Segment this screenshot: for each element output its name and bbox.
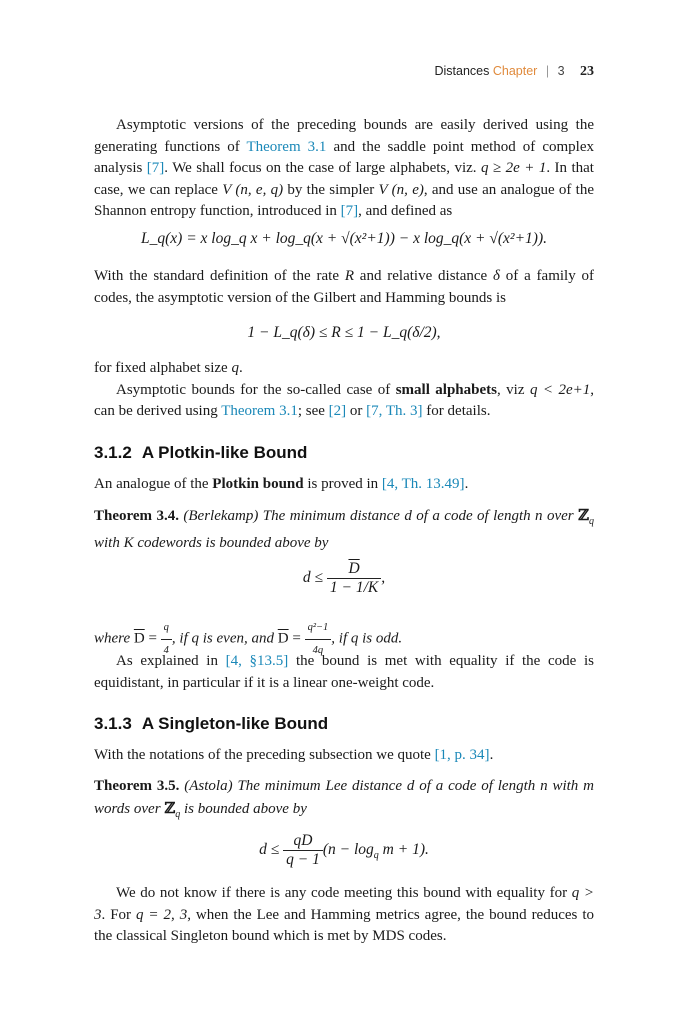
text: .: [238, 360, 243, 376]
header-section: Distances: [434, 64, 490, 78]
text: is proved in: [303, 476, 382, 492]
text: where: [94, 630, 134, 647]
text: (Berlekamp) The minimum distance d of a code of length n over: [178, 508, 579, 524]
link-ref-2[interactable]: [2]: [328, 403, 347, 419]
text: =: [144, 630, 161, 647]
equation-lhs: d ≤: [259, 841, 280, 859]
paragraph-notations: [94, 745, 594, 767]
math: q ≥ 2e + 1: [481, 160, 547, 176]
link-ref-7b[interactable]: [7]: [340, 203, 359, 219]
math: q > 3: [94, 885, 595, 923]
text: , if q is odd.: [331, 630, 403, 647]
math: R: [344, 268, 354, 284]
math-set: ℤ: [578, 506, 589, 524]
math: $\overline{D}$: [277, 630, 289, 647]
bold-term: Plotkin bound: [212, 476, 304, 492]
theorem-3-5: Theorem 3.5. (Astola) The minimum Lee distance d of a code of length n with m words over ℤ$_q$ is bounded above by: [94, 778, 594, 820]
text: or: [346, 403, 367, 419]
text: by the simpler: [283, 181, 379, 198]
equation-plotkin: [94, 560, 594, 597]
text: the bound is met with equality if the code is equidistant, in particular if it is a linear one-weight code.: [94, 653, 594, 691]
math: δ: [492, 268, 500, 284]
equation-lhs: d ≤: [302, 569, 324, 587]
paragraph-mds: [94, 883, 594, 948]
text: , viz: [496, 381, 530, 398]
text: with K codewords is bounded above by: [94, 534, 329, 551]
text: of a family of codes, the asymptotic version of the Gilbert and Hamming bounds is: [94, 268, 594, 306]
link-theorem-3-1[interactable]: Theorem 3.1: [246, 138, 327, 155]
text: , and defined as: [358, 203, 453, 219]
text: and relative distance: [353, 268, 493, 284]
equation-singleton: d ≤ $\frac{qD}{q - 1}$ $(n - \log_q m + 1)$.: [259, 832, 429, 868]
numerator: q²−1: [305, 617, 332, 640]
text: , and use an analogue of the Shannon entropy function, introduced in: [94, 181, 594, 219]
text: An analogue of the: [94, 476, 213, 492]
text: Asymptotic versions of the preceding bounds are easily derived using the generating functions of: [94, 117, 594, 155]
text: , when the Lee and Hamming metrics agree, the bound reduces to the classical Singleton bound which is met by MDS codes.: [94, 906, 594, 944]
text: .: [489, 747, 494, 763]
text: for details.: [422, 403, 491, 419]
text: and the saddle point method of complex analysis: [94, 138, 594, 176]
page-number: 23: [580, 64, 594, 79]
text: (Astola) The minimum Lee distance d of a code of length n with m words over: [94, 778, 594, 817]
header-chapter-word: Chapter: [492, 64, 538, 78]
section-number: 3.1.2: [94, 443, 132, 462]
numerator: q: [161, 617, 172, 640]
text: , if q is even, and: [171, 630, 278, 647]
text: . For: [101, 906, 136, 923]
paragraph-equidistant: [94, 651, 594, 694]
numerator: qD: [283, 832, 323, 851]
equation-text: 1 − L_q(δ) ≤ R ≤ 1 − L_q(δ/2),: [247, 324, 441, 341]
equation-gilbert-hamming: [94, 324, 594, 342]
math: q: [231, 360, 239, 376]
text: Asymptotic bounds for the so-called case of: [116, 381, 396, 398]
text: .: [464, 476, 469, 492]
math: q < 2e+1: [529, 381, 591, 398]
link-ref-7-th3[interactable]: [7, Th. 3]: [366, 403, 423, 419]
math: q = 2, 3: [135, 906, 188, 923]
denominator: 4q: [312, 644, 324, 656]
link-ref-4-s13-5[interactable]: [4, §13.5]: [225, 653, 289, 669]
text: As explained in: [116, 653, 226, 669]
theorem-label: Theorem 3.4.: [94, 508, 179, 524]
bold-term: small alphabets: [395, 381, 497, 398]
equation-entropy: [94, 230, 594, 248]
equation-tail: ,: [381, 569, 386, 587]
section-number: 3.1.3: [94, 714, 132, 733]
section-heading-3-1-2: [94, 443, 594, 463]
math: $\overline{D}$: [133, 630, 145, 647]
equation-text: L_q(x) = x log_q x + log_q(x + √(x²+1)) − x log_q(x + √(x²+1)).: [141, 230, 547, 247]
link-ref-7[interactable]: [7]: [146, 160, 165, 176]
text: for fixed alphabet size: [94, 360, 232, 376]
section-title: A Plotkin-like Bound: [141, 443, 308, 462]
text: We do not know if there is any code meeting this bound with equality for: [116, 885, 572, 901]
denominator: 4: [163, 644, 169, 656]
header-chapter-number: 3: [557, 64, 565, 78]
math-set: ℤ: [164, 798, 176, 817]
equation-tail: m + 1).: [378, 841, 429, 859]
section-title: A Singleton-like Bound: [141, 714, 329, 733]
theorem-label: Theorem 3.5.: [94, 778, 180, 794]
text: is bounded above by: [180, 800, 307, 817]
link-ref-1-p34[interactable]: [1, p. 34]: [434, 747, 490, 763]
text: ; see: [297, 403, 329, 419]
section-heading-3-1-3: [94, 714, 594, 734]
denominator: 1 − 1/K: [329, 579, 379, 596]
math: V (n, e, q): [222, 181, 284, 198]
text: =: [288, 630, 305, 647]
theorem-3-4: Theorem 3.4. (Berlekamp) The minimum distance d of a code of length n over ℤ$_q$ with K codewords is bounded above by: [94, 506, 594, 551]
fraction: [283, 832, 323, 869]
text: . In that case, we can replace: [94, 160, 594, 198]
running-header: [434, 64, 594, 80]
link-ref-4-th13-49[interactable]: [4, Th. 13.49]: [381, 476, 465, 492]
text: , can be derived using: [94, 381, 594, 419]
fraction: [327, 560, 381, 597]
paragraph-plotkin: [94, 474, 594, 496]
link-theorem-3-1b[interactable]: Theorem 3.1: [221, 403, 298, 419]
header-separator: |: [545, 64, 550, 78]
text: With the standard definition of the rate: [94, 268, 345, 284]
denominator: q − 1: [286, 851, 320, 868]
text: . We shall focus on the case of large alphabets, viz.: [164, 160, 481, 176]
text: With the notations of the preceding subsection we quote: [94, 747, 435, 763]
equation-tail: (n − log: [322, 841, 374, 859]
paragraph-fixed-alphabet: [94, 358, 594, 423]
numerator: $\overline{D}$: [327, 560, 381, 579]
paragraph-asymptotic: [94, 115, 594, 223]
math: V (n, e): [378, 181, 424, 198]
paragraph-rate: [94, 266, 594, 309]
